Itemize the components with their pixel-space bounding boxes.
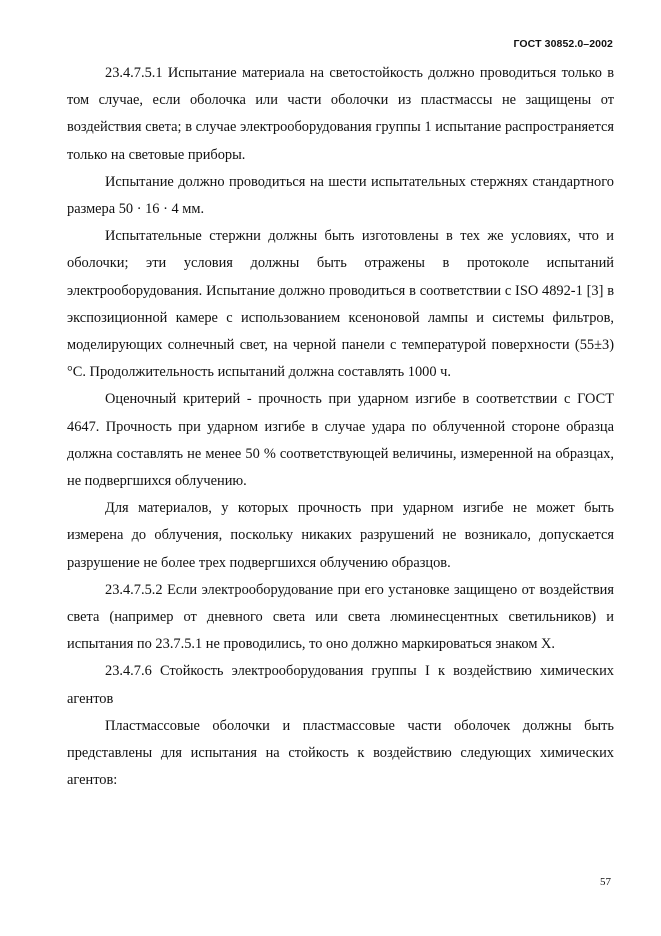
paragraph-test-samples: Испытание должно проводиться на шести испытательных стержнях стандартного размера 50 · 16 · 4 мм.	[67, 173, 614, 218]
clause-23-4-7-5-1: 23.4.7.5.1 Испытание материала на светостойкость должно проводиться только в том случае, если оболочка или части оболочки из пластмассы не защищены от воздействия света; в случае электрооборудования группы 1 испытание распространяется только на световые приборы.	[67, 65, 614, 163]
page-body	[67, 60, 614, 794]
clause-23-4-7-5-2: 23.4.7.5.2 Если электрооборудование при его установке защищено от воздействия света (например от дневного света или света люминесцентных светильников) и испытания по 23.7.5.1 не проводились, то оно должно маркироваться знаком X.	[67, 581, 614, 653]
paragraph-material-exception: Для материалов, у которых прочность при ударном изгибе не может быть измерена до облучения, поскольку никаких разрушений не возникало, допускается разрушение не более трех подвергшихся облучению образцов.	[67, 500, 614, 571]
page-number: 57	[600, 876, 611, 888]
paragraph-evaluation-criterion: Оценочный критерий - прочность при ударном изгибе в соответствии с ГОСТ 4647. Прочность при ударном изгибе в случае удара по облученной стороне образца должна составлять не менее 50 % соответствующей величины, измеренной на образцах, не подвергшихся облучению.	[67, 391, 614, 490]
paragraph-test-conditions: Испытательные стержни должны быть изготовлены в тех же условиях, что и оболочки; эти условия должны быть отражены в протоколе испытаний электрооборудования. Испытание должно проводиться в соответствии с ISO 4892-1 [3] в экспозиционной камере с использованием ксеноновой лампы и системы фильтров, моделирующих солнечный свет, на черной панели с температурой поверхности (55±3) °С. Продолжительность испытаний должна составлять 1000 ч.	[67, 228, 614, 381]
paragraph-chemical-agents: Пластмассовые оболочки и пластмассовые части оболочек должны быть представлены для испытания на стойкость к воздействию следующих химических агентов:	[67, 717, 614, 789]
document-standard-header: ГОСТ 30852.0–2002	[513, 38, 613, 50]
clause-23-4-7-6-heading: 23.4.7.6 Стойкость электрооборудования группы I к воздействию химических агентов	[67, 663, 614, 707]
